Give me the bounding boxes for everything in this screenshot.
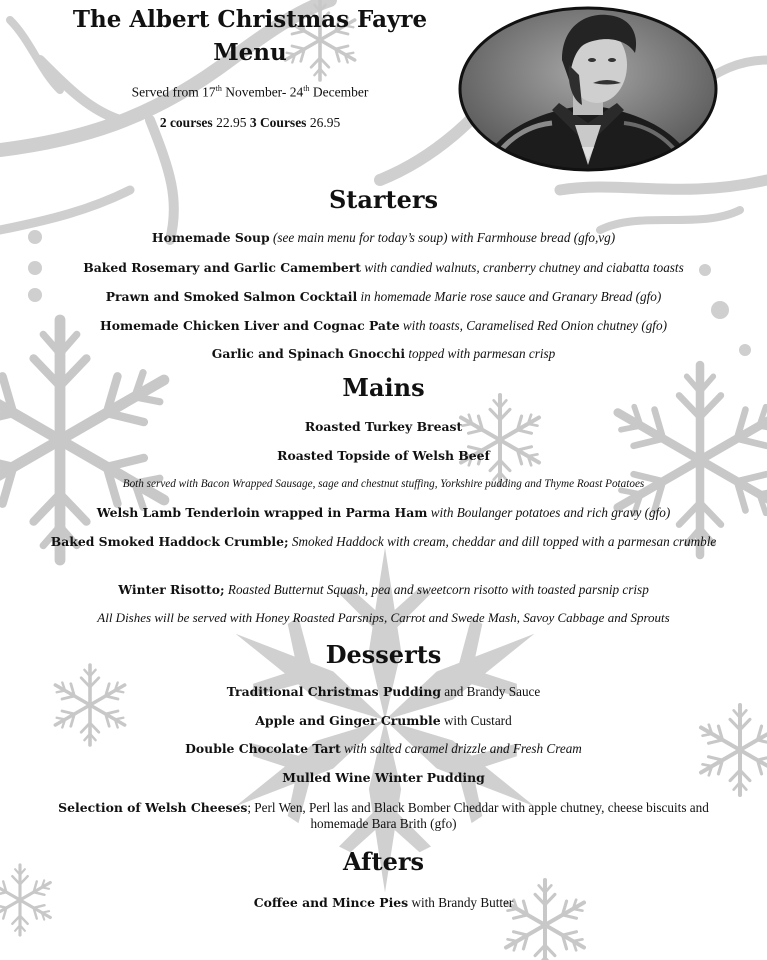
main-item: Roasted Turkey Breast <box>304 419 463 434</box>
dessert-item: Traditional Christmas Pudding and Brandy Sauce <box>226 684 541 699</box>
course-prices: 2 courses 22.95 3 Courses 26.95 <box>159 115 341 130</box>
afters-item: Coffee and Mince Pies with Brandy Butter <box>253 895 514 910</box>
main-item: Roasted Topside of Welsh Beef <box>277 448 490 463</box>
afters-heading: Afters <box>342 847 425 876</box>
dessert-item: Mulled Wine Winter Pudding <box>282 770 485 785</box>
mains-all-dishes-note: All Dishes will be served with Honey Roasted Parsnips, Carrot and Swede Mash, Savoy Cabbage and Sprouts <box>97 610 670 625</box>
starter-item: Garlic and Spinach Gnocchi topped with parmesan crisp <box>211 346 556 361</box>
mains-heading: Mains <box>342 373 425 402</box>
menu-title-line1: The Albert Christmas Fayre <box>72 6 428 33</box>
starter-item: Homemade Soup (see main menu for today’s soup) with Farmhouse bread (gfo,vg) <box>151 230 616 245</box>
starter-item: Prawn and Smoked Salmon Cocktail in homemade Marie rose sauce and Granary Bread (gfo) <box>105 289 662 304</box>
served-dates: Served from 17th November- 24th December <box>131 84 369 100</box>
starter-item: Homemade Chicken Liver and Cognac Pate with toasts, Caramelised Red Onion chutney (gfo) <box>100 318 667 333</box>
main-item: Winter Risotto; Roasted Butternut Squash, pea and sweetcorn risotto with toasted parsnip crisp <box>118 582 649 597</box>
mains-accompaniment-note: Both served with Bacon Wrapped Sausage, sage and chestnut stuffing, Yorkshire pudding and Thyme Roast Potatoes <box>122 478 645 490</box>
dessert-item: Double Chocolate Tart with salted caramel drizzle and Fresh Cream <box>185 741 582 756</box>
dessert-item: Apple and Ginger Crumble with Custard <box>255 713 512 728</box>
starters-heading: Starters <box>328 185 439 214</box>
main-item: Baked Smoked Haddock Crumble; Smoked Haddock with cream, cheddar and dill topped with a parmesan crumble <box>50 534 717 549</box>
menu-title-line2: Menu <box>213 39 287 66</box>
starter-item: Baked Rosemary and Garlic Camembert with candied walnuts, cranberry chutney and ciabatta toasts <box>83 260 684 275</box>
main-item: Welsh Lamb Tenderloin wrapped in Parma Ham with Boulanger potatoes and rich gravy (gfo) <box>96 505 671 520</box>
dessert-item: Selection of Welsh Cheeses; Perl Wen, Perl las and Black Bomber Cheddar with apple chutney, cheese biscuits and homemade Bara Brith (gfo) <box>58 800 709 831</box>
desserts-heading: Desserts <box>325 640 442 669</box>
